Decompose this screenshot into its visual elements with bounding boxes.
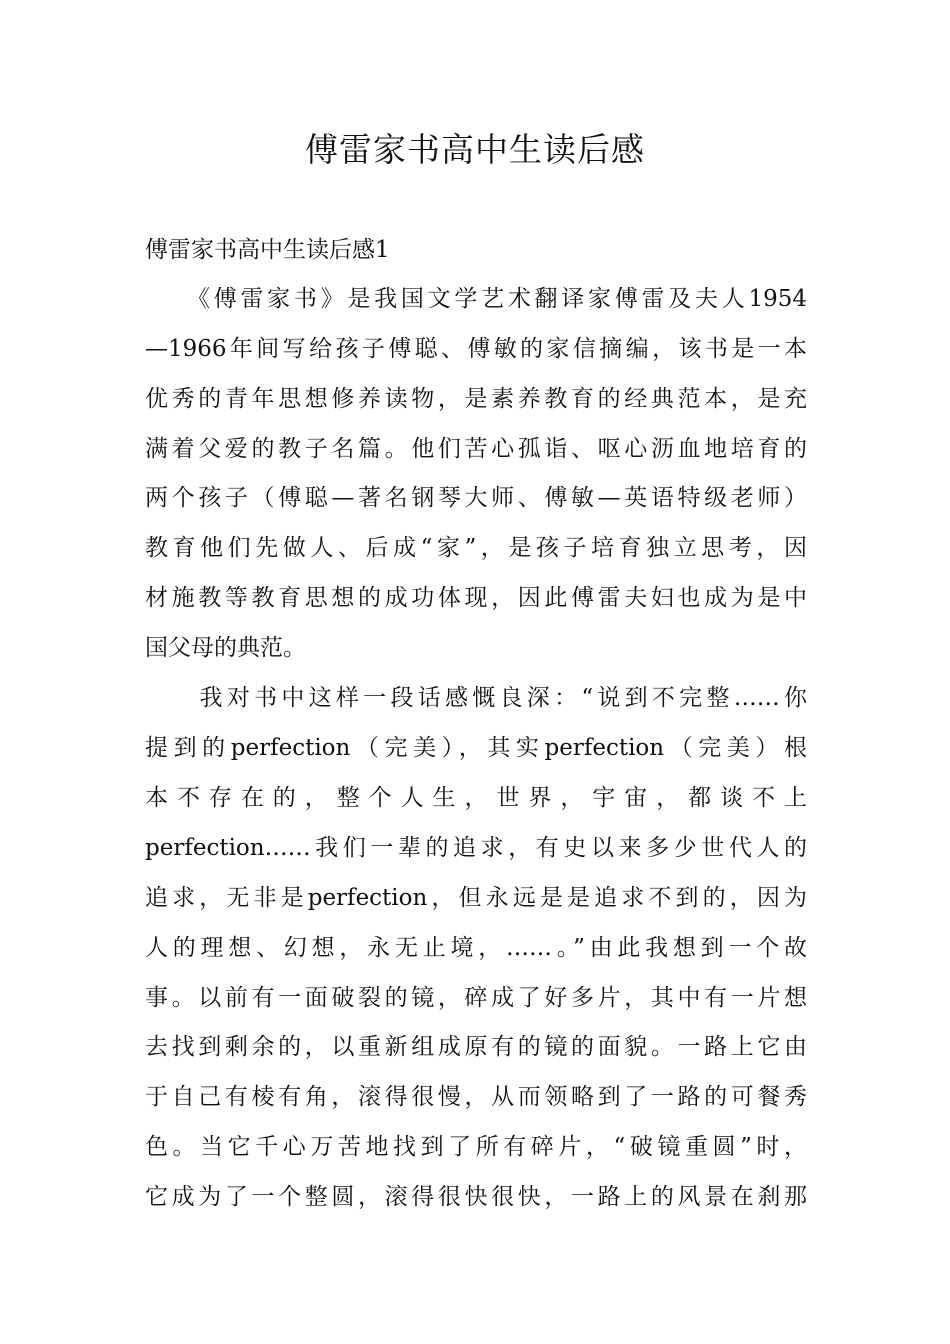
paragraph-line: 本不存在的，整个人生，世界，宇宙，都谈不上 <box>145 785 807 811</box>
paragraph-line: —1966年间写给孩子傅聪、傅敏的家信摘编，该书是一本 <box>145 336 807 362</box>
paragraph-line: 事。以前有一面破裂的镜，碎成了好多片，其中有一片想 <box>145 985 807 1011</box>
paragraph-line: 去找到剩余的，以重新组成原有的镜的面貌。一路上它由 <box>145 1034 807 1060</box>
paragraph-line: 追求，无非是perfection，但永远是是追求不到的，因为 <box>145 885 807 911</box>
paragraph-line: 提到的perfection（完美），其实perfection（完美）根 <box>145 735 807 761</box>
paragraph-line: perfection……我们一辈的追求，有史以来多少世代人的 <box>145 835 807 861</box>
paragraph-line: 色。当它千心万苦地找到了所有碎片，“破镜重圆”时， <box>145 1134 807 1160</box>
paragraph-line: 国父母的典范。 <box>145 635 306 661</box>
paragraph-line: 《傅雷家书》是我国文学艺术翻译家傅雷及夫人1954 <box>145 286 807 312</box>
paragraph-line: 教育他们先做人、后成“家”，是孩子培育独立思考，因 <box>145 535 807 561</box>
paragraph-line: 它成为了一个整圆，滚得很快很快，一路上的风景在刹那 <box>145 1184 807 1210</box>
paragraph-line: 优秀的青年思想修养读物，是素养教育的经典范本，是充 <box>145 386 807 412</box>
paragraph-line: 于自己有棱有角，滚得很慢，从而领略到了一路的可餐秀 <box>145 1084 807 1110</box>
document-title: 傅雷家书高中生读后感 <box>305 130 645 169</box>
paragraph-line: 满着父爱的教子名篇。他们苦心孤诣、呕心沥血地培育的 <box>145 436 807 462</box>
paragraph-line: 材施教等教育思想的成功体现，因此傅雷夫妇也成为是中 <box>145 585 807 611</box>
paragraph-line: 人的理想、幻想，永无止境，……。”由此我想到一个故 <box>145 935 807 961</box>
section-heading: 傅雷家书高中生读后感1 <box>145 237 390 263</box>
paragraph-line: 我对书中这样一段话感慨良深：“说到不完整……你 <box>145 685 807 711</box>
paragraph-line: 两个孩子（傅聪—著名钢琴大师、傅敏—英语特级老师） <box>145 485 807 511</box>
